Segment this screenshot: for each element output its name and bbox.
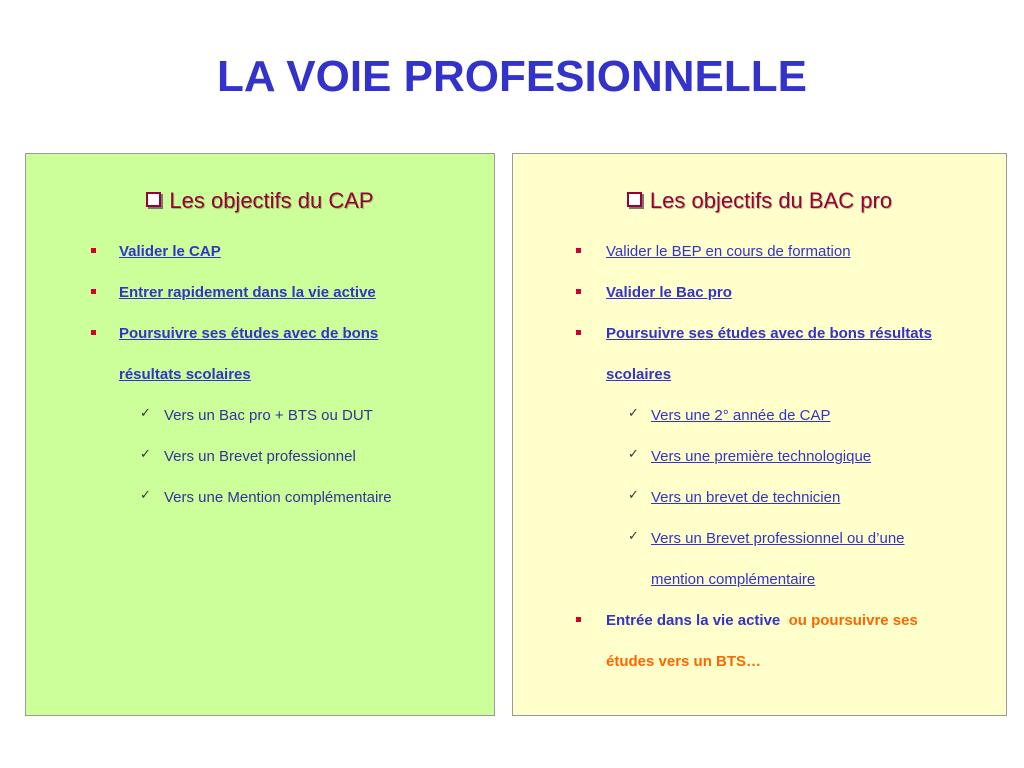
checkmark-icon: ✓ bbox=[140, 488, 151, 503]
bacpro-bts-text: études vers un BTS… bbox=[606, 653, 762, 670]
bacpro-subitem-brevet-line1[interactable]: Vers un Brevet professionnel ou d’une bbox=[651, 530, 905, 547]
cap-objectives-heading bbox=[26, 188, 494, 214]
checkmark-icon: ✓ bbox=[628, 406, 639, 421]
bacpro-subitem-cap[interactable]: Vers une 2° année de CAP bbox=[651, 407, 831, 424]
cap-subitem-bacpro: Vers un Bac pro + BTS ou DUT bbox=[164, 407, 373, 424]
cap-subitem-brevet: Vers un Brevet professionnel bbox=[164, 448, 356, 465]
cap-item-validate[interactable]: Valider le CAP bbox=[119, 243, 221, 260]
square-bullet-icon bbox=[576, 617, 581, 622]
cap-item-work[interactable]: Entrer rapidement dans la vie active bbox=[119, 284, 376, 301]
bacpro-continue-text: ou poursuivre ses bbox=[788, 612, 918, 629]
cap-item-studies-line2[interactable]: résultats scolaires bbox=[119, 366, 251, 383]
checkmark-icon: ✓ bbox=[628, 447, 639, 462]
square-bullet-icon bbox=[576, 330, 581, 335]
checkbox-bullet-icon bbox=[627, 192, 642, 207]
bacpro-subitem-brevet-line2[interactable]: mention complémentaire bbox=[651, 571, 816, 588]
bacpro-item-studies-line1[interactable]: Poursuivre ses études avec de bons résultats bbox=[606, 325, 932, 342]
bacpro-objectives-panel bbox=[512, 153, 1007, 716]
cap-heading-text: Les objectifs du CAP bbox=[169, 188, 374, 213]
bacpro-objectives-heading bbox=[513, 188, 1006, 214]
square-bullet-icon bbox=[91, 289, 96, 294]
bacpro-subitem-technicien[interactable]: Vers un brevet de technicien bbox=[651, 489, 841, 506]
square-bullet-icon bbox=[576, 248, 581, 253]
cap-subitem-mention: Vers une Mention complémentaire bbox=[164, 489, 392, 506]
cap-objectives-panel bbox=[25, 153, 495, 716]
checkmark-icon: ✓ bbox=[628, 488, 639, 503]
bacpro-item-bep[interactable]: Valider le BEP en cours de formation bbox=[606, 243, 851, 260]
checkbox-bullet-icon bbox=[146, 192, 161, 207]
checkmark-icon: ✓ bbox=[140, 406, 151, 421]
bacpro-item-validate[interactable]: Valider le Bac pro bbox=[606, 284, 732, 301]
bacpro-item-active-life bbox=[606, 611, 918, 631]
bacpro-heading-text: Les objectifs du BAC pro bbox=[649, 188, 893, 213]
square-bullet-icon bbox=[576, 289, 581, 294]
checkmark-icon: ✓ bbox=[628, 529, 639, 544]
bacpro-active-life-text: Entrée dans la vie active bbox=[606, 612, 781, 629]
cap-item-studies-line1[interactable]: Poursuivre ses études avec de bons bbox=[119, 325, 379, 342]
checkmark-icon: ✓ bbox=[140, 447, 151, 462]
square-bullet-icon bbox=[91, 330, 96, 335]
page-title: LA VOIE PROFESIONNELLE bbox=[217, 52, 807, 101]
bacpro-item-studies-line2[interactable]: scolaires bbox=[606, 366, 672, 383]
square-bullet-icon bbox=[91, 248, 96, 253]
bacpro-subitem-premiere[interactable]: Vers une première technologique bbox=[651, 448, 872, 465]
